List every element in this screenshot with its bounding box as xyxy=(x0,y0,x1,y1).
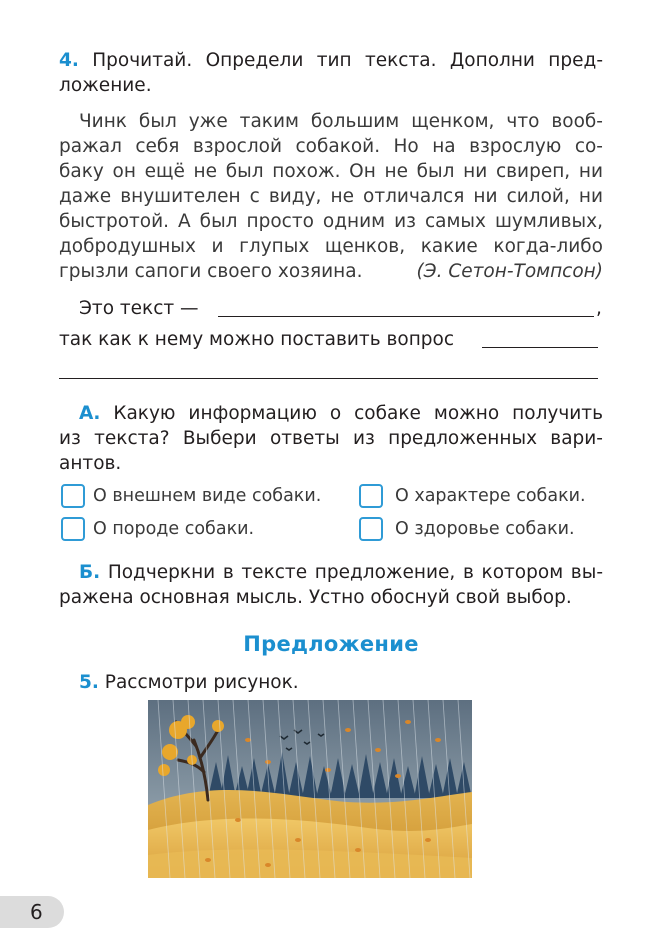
answer-line-question-continued[interactable] xyxy=(59,378,598,379)
page-number: 6 xyxy=(0,896,64,928)
task-a-line-2: из текста? Выбери ответы из предложенных вари- xyxy=(59,428,603,449)
task-b-line-1: Б. Подчеркни в тексте предложение, в котором вы- xyxy=(79,562,603,583)
option-appearance: О внешнем виде собаки. xyxy=(93,486,322,506)
autumn-rain-picture xyxy=(148,700,472,878)
passage-line: Чинк был уже таким большим щенком, что вооб- xyxy=(79,111,603,132)
task-b-line-2: ражена основная мысль. Устно обоснуй свой выбор. xyxy=(59,587,572,608)
checkbox-breed[interactable] xyxy=(61,517,85,541)
task-5-text: Рассмотри рисунок. xyxy=(104,672,299,693)
section-heading: Предложение xyxy=(243,632,419,656)
passage-line: добродушных и глупых щенков, какие когда-либо xyxy=(59,236,603,257)
task-b-label: Б. xyxy=(79,562,101,583)
option-character: О характере собаки. xyxy=(395,486,586,506)
checkbox-character[interactable] xyxy=(359,484,383,508)
option-health: О здоровье собаки. xyxy=(395,519,575,539)
checkbox-appearance[interactable] xyxy=(61,484,85,508)
task-a-line-3: антов. xyxy=(59,453,122,474)
task-4-line-1: 4. Прочитай. Определи тип текста. Дополни пред- xyxy=(59,50,603,71)
passage-author: (Э. Сетон-Томпсон) xyxy=(416,261,603,282)
checkbox-health[interactable] xyxy=(359,517,383,541)
task-a-question xyxy=(59,401,603,476)
passage-line-last: грызли сапоги своего хозяина. (Э. Сетон-Томпсон) xyxy=(59,261,603,282)
task-a-line-1: А. Какую информацию о собаке можно получить xyxy=(79,403,603,424)
task-5-line xyxy=(79,670,299,695)
task-4-number: 4. xyxy=(59,50,79,71)
task-4-instruction xyxy=(59,48,603,98)
passage-line: баку он ещё не был похож. Он не был ни свиреп, ни xyxy=(59,161,603,182)
option-breed: О породе собаки. xyxy=(93,519,255,539)
task-5-number: 5. xyxy=(79,672,99,693)
passage-line: даже внушителен с виду, не отличался ни силой, ни xyxy=(59,186,603,207)
reading-passage xyxy=(59,109,603,284)
task-a-label: А. xyxy=(79,403,101,424)
answer-line-question[interactable] xyxy=(482,347,598,348)
passage-line: ражал себя взрослой собакой. Но на взрослую со- xyxy=(59,136,603,157)
answer-line-text-type[interactable] xyxy=(218,316,594,317)
autumn-landscape-icon xyxy=(148,700,472,878)
task-4-line-2: ложение. xyxy=(59,75,152,96)
passage-line: быстротой. А был просто одним из самых шумливых, xyxy=(59,211,603,232)
task-b-instruction xyxy=(59,560,603,610)
fill-comma: , xyxy=(596,298,602,319)
fill-question: так как к нему можно поставить вопрос xyxy=(59,329,455,350)
fill-text-type: Это текст — xyxy=(79,298,199,319)
